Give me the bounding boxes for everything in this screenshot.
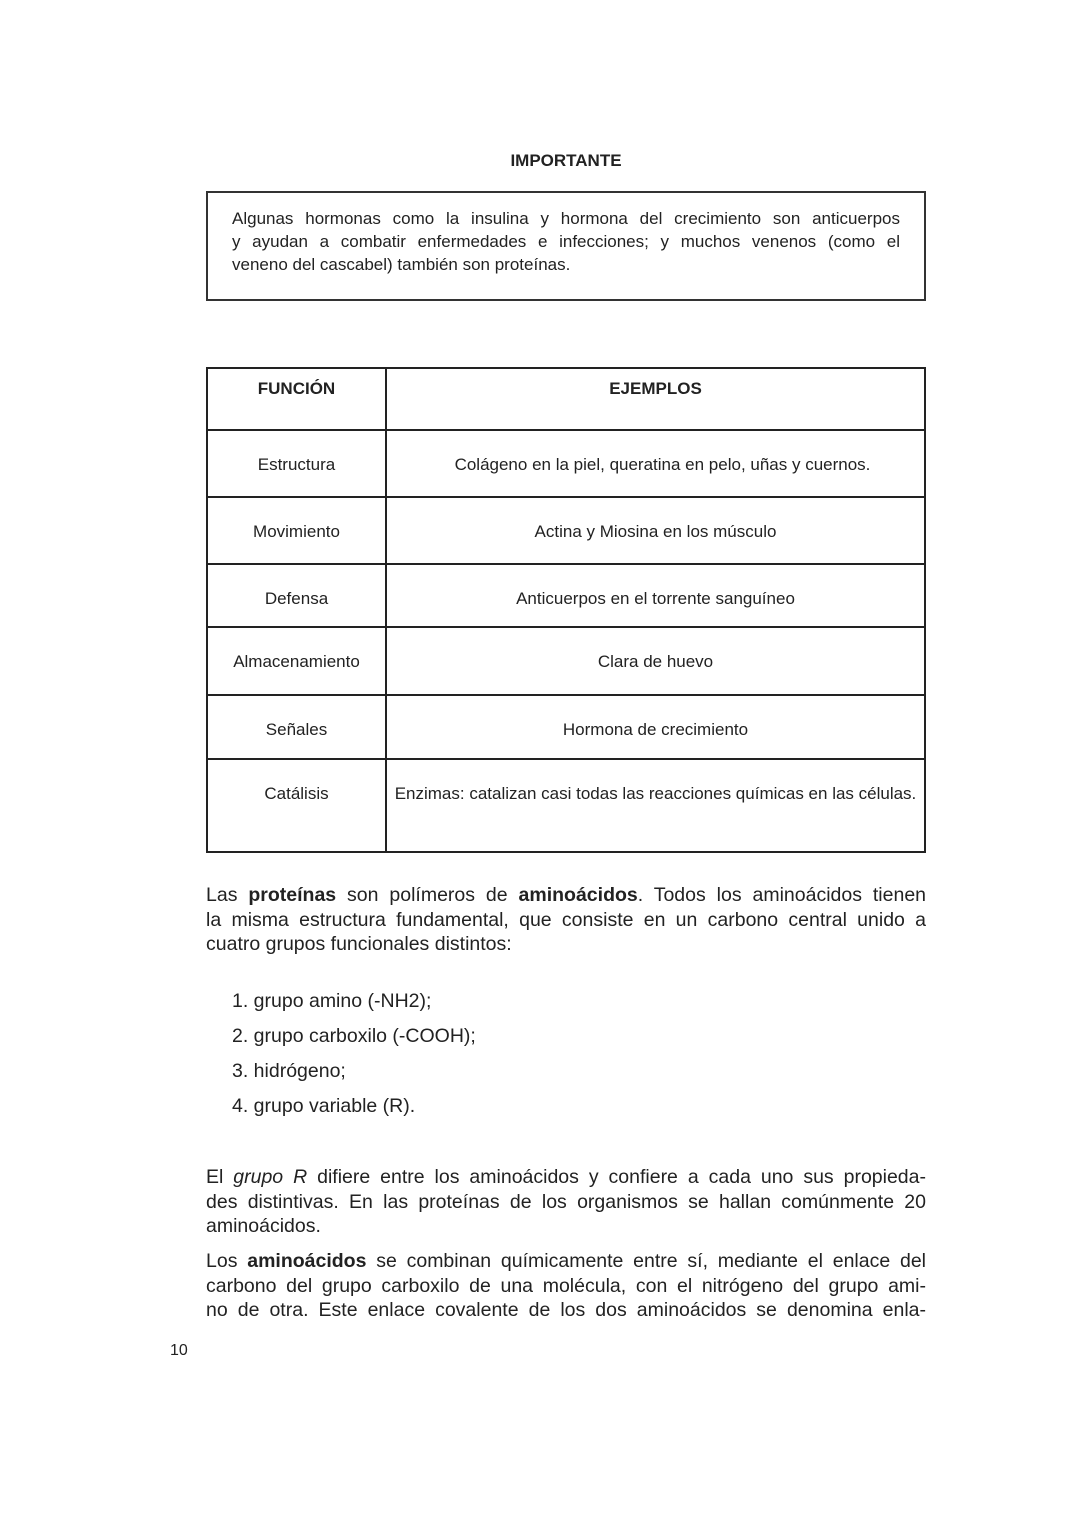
- bold-term: aminoácidos: [247, 1250, 367, 1272]
- list-item: 2. grupo carboxilo (-COOH);: [232, 1025, 476, 1047]
- text-line: des distintivas. En las proteínas de los organismos se hallan comúnmente 20: [206, 1190, 926, 1213]
- important-box: [206, 191, 926, 301]
- table-header-row: [207, 368, 925, 430]
- text: Las: [206, 884, 249, 906]
- table-row: [207, 564, 925, 627]
- list-item: 4. grupo variable (R).: [232, 1095, 416, 1117]
- list-item: 1. grupo amino (-NH2);: [232, 990, 432, 1012]
- list-item: 3. hidrógeno;: [232, 1060, 346, 1082]
- text-line: la misma estructura fundamental, que consiste en un carbono central unido a: [206, 908, 926, 931]
- text-line: cuatro grupos funcionales distintos:: [206, 933, 512, 955]
- bold-term: proteínas: [248, 884, 337, 906]
- text: se combinan químicamente entre sí, mediante el enlace del: [366, 1250, 927, 1272]
- text-line: no de otra. Este enlace covalente de los dos aminoácidos se denomina enla-: [206, 1299, 926, 1321]
- text: Los: [206, 1250, 248, 1272]
- important-line: Algunas hormonas como la insulina y hormona del crecimiento son anticuerpos: [232, 209, 900, 228]
- text: difiere entre los aminoácidos y confiere a cada uno sus propieda-: [307, 1166, 926, 1188]
- functions-table: [206, 367, 926, 853]
- text: son polímeros de: [336, 884, 519, 906]
- paragraph-peptide-bond: [206, 1249, 926, 1323]
- functional-groups-list: [232, 990, 476, 1130]
- important-line: veneno del cascabel) también son proteínas.: [232, 255, 571, 274]
- important-heading: IMPORTANTE: [510, 151, 622, 170]
- important-line: y ayudan a combatir enfermedades e infecciones; y muchos venenos (como el: [232, 232, 900, 251]
- text: . Todos los aminoácidos tienen: [637, 884, 927, 906]
- bold-term: aminoácidos: [518, 884, 638, 906]
- cell-funcion: Estructura: [207, 430, 386, 497]
- paragraph-r-group: [206, 1165, 926, 1239]
- cell-ejemplo: Anticuerpos en el torrente sanguíneo: [386, 564, 925, 627]
- cell-funcion: Señales: [207, 695, 386, 759]
- cell-ejemplo: Actina y Miosina en los músculo: [386, 497, 925, 564]
- cell-funcion: Almacenamiento: [207, 627, 386, 695]
- table-row: [207, 430, 925, 497]
- text-line: carbono del grupo carboxilo de una molécula, con el nitrógeno del grupo ami-: [206, 1274, 926, 1297]
- text-line: aminoácidos.: [206, 1215, 321, 1237]
- cell-funcion: Catálisis: [207, 759, 386, 852]
- table-row: [207, 497, 925, 564]
- table-row: [207, 695, 925, 759]
- table-row: [207, 759, 925, 852]
- paragraph-proteins: [206, 883, 926, 957]
- header-funcion: FUNCIÓN: [207, 368, 386, 430]
- italic-term: grupo R: [233, 1166, 308, 1188]
- cell-ejemplo: Clara de huevo: [386, 627, 925, 695]
- text: El: [206, 1166, 234, 1188]
- page-number: 10: [170, 1342, 188, 1359]
- cell-ejemplo: Enzimas: catalizan casi todas las reacciones químicas en las células.: [386, 759, 925, 852]
- cell-funcion: Defensa: [207, 564, 386, 627]
- table-row: [207, 627, 925, 695]
- cell-ejemplo: Colágeno en la piel, queratina en pelo, uñas y cuernos.: [386, 430, 925, 497]
- cell-ejemplo: Hormona de crecimiento: [386, 695, 925, 759]
- header-ejemplos: EJEMPLOS: [386, 368, 925, 430]
- cell-funcion: Movimiento: [207, 497, 386, 564]
